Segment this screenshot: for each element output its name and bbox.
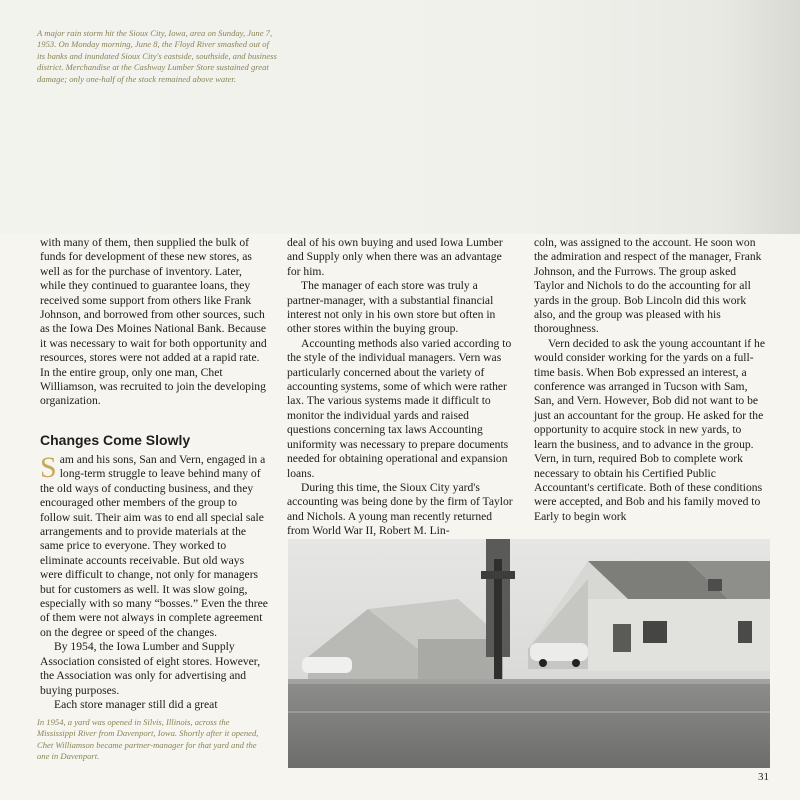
col1-paragraph-2: By 1954, the Iowa Lumber and Supply Association consisted of eight stores. However, the Association was only for advertising and buying purposes.	[40, 640, 261, 697]
drop-cap: S	[40, 451, 57, 484]
lumber-yard-photo	[288, 539, 770, 768]
col2-paragraph-4: During this time, the Sioux City yard's accounting was being done by the firm of Taylor and Nichols. A young man recently returned from World War II, Robert M. Lin-	[287, 480, 513, 538]
col3-paragraph-1: coln, was assigned to the account. He soon won the admiration and respect of the manager, Frank Johnson, and the Furrows. The group asked Taylor and Nichols to do the accounting for all yards in the group. Bob Lincoln did this work also, and the group was pleased with his thoroughness.	[534, 236, 762, 336]
col1-paragraph-1-text: am and his sons, San and Vern, engaged in a long-term struggle to leave behind many of the old ways of conducting business, and they encouraged other members of the group to follow suit. Their aim was to end all special sale arrangements and to provide materials at the same price to everyone. They worked to eliminate accounts receivable. But old ways were difficult to change, not only for managers but for customers as well. It was slow going, especially with so many “bosses.” Even the three of them were not always in complete agreement on the degree or speed of the changes.	[40, 453, 268, 639]
col2-paragraph-2: The manager of each store was truly a partner-manager, with a substantial financial interest not only in his own store but often in other stores within the buying group.	[287, 279, 496, 336]
caption-top: A major rain storm hit the Sioux City, Iowa, area on Sunday, June 7, 1953. On Monday morning, June 8, the Floyd River smashed out of its banks and inundated Sioux City's eastside, southside, and business district. Merchandise at the Cashway Lumber Store sustained great damage; only one-half of the stock remained above water.	[37, 28, 277, 84]
col3-paragraph-2: Vern decided to ask the young accountant if he would consider working for the yards on a full-time basis. When Bob expressed an interest, a conference was arranged in Tucson with Sam, San, and Vern. However, Bob did not want to be just an accountant for the group. He asked for the opportunity to acquire stock in new yards, to learn the business, and to advance in the group. Vern, in turn, required Bob to complete work necessary to obtain his Certified Public Accountant's certificate. Both of these conditions were accepted, and Bob and his family moved to Early to begin work	[534, 336, 765, 523]
col1-paragraph-3: Each store manager still did a great	[54, 697, 218, 711]
col2-paragraph-3: Accounting methods also varied according to the style of the individual managers. Vern was particularly concerned about the variety of accounting systems, some of which were rather lax. The various systems made it difficult to monitor the individual yards and raised questions concerning tax laws Accounting uniformity was necessary to prepare documents needed for obtaining operational and expansion loans.	[287, 336, 512, 480]
column-1-lower	[40, 453, 268, 712]
col1-paragraph-1	[40, 453, 268, 640]
caption-bottom: In 1954, a yard was opened in Silvis, Illinois, across the Mississippi River from Davenport, Iowa. Shortly after it opened, Chet Williamson became partner-manager for that yard and the one in Davenport.	[37, 717, 259, 762]
column-2	[287, 236, 515, 539]
column-1-top	[40, 236, 268, 409]
page-number: 31	[758, 771, 769, 783]
section-heading: Changes Come Slowly	[40, 432, 191, 448]
col1-paragraph-top: with many of them, then supplied the bulk of funds for development of these new stores, as well as for the purchase of inventory. Later, while they continued to guarantee loans, they received some support from others like Frank Johnson, and borrowed from other sources, such as the Iowa Des Moines National Bank. Because it was necessary to wait for both opportunity and resources, stores were not added at a rapid rate. In the entire group, only one man, Chet Williamson, was recruited to join the developing organization.	[40, 236, 267, 408]
column-3	[534, 236, 765, 524]
col2-paragraph-1: deal of his own buying and used Iowa Lumber and Supply only when there was an advantage for him.	[287, 236, 503, 278]
